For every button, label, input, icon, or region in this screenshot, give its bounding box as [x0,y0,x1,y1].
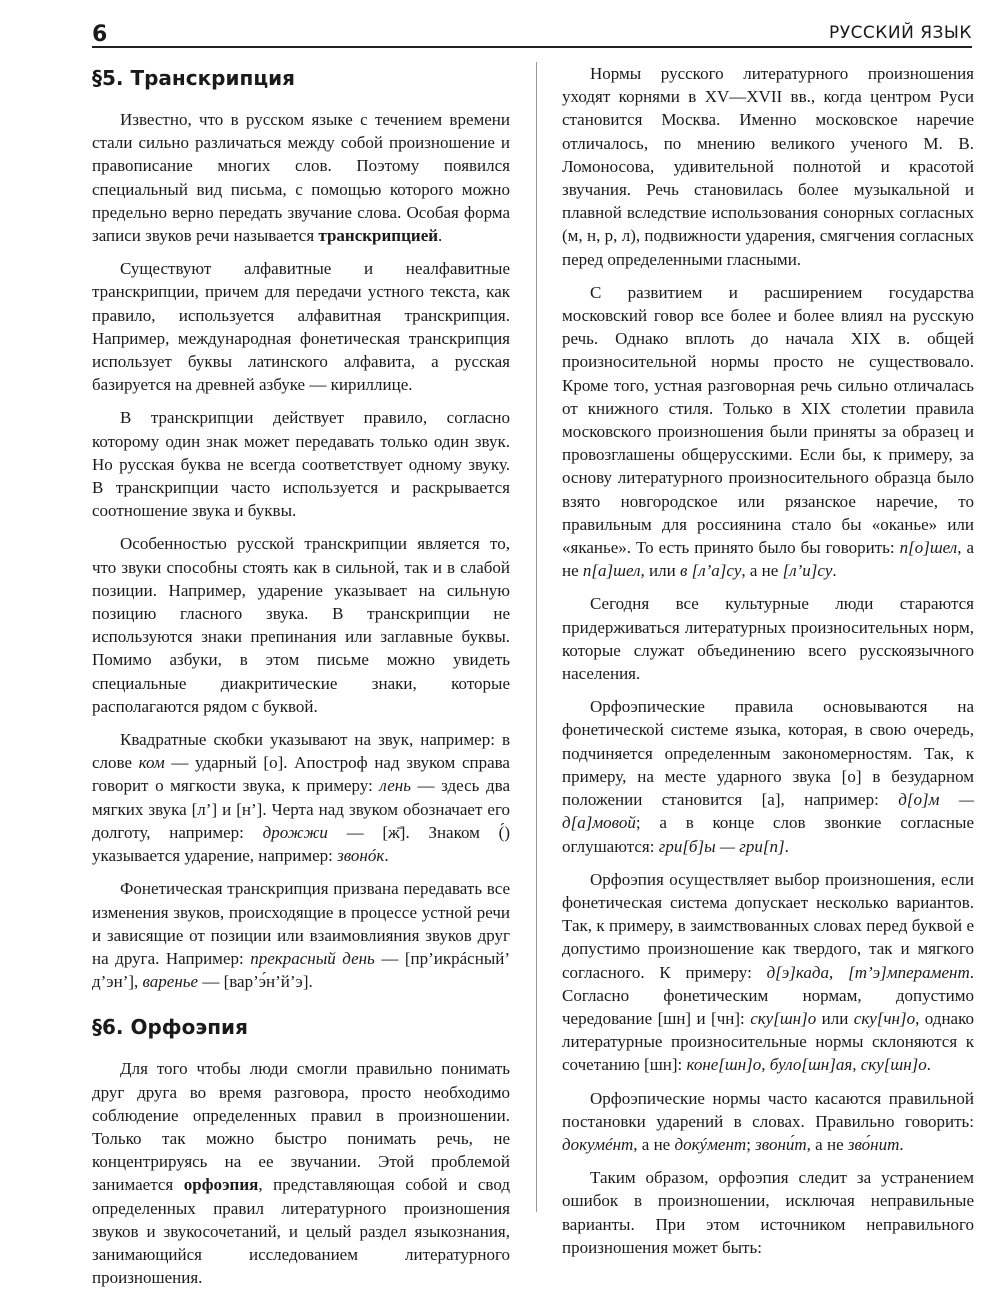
example-word: [л’и]су [782,561,833,581]
column-divider [536,62,537,1212]
paragraph: Фонетическая транскрипция призвана передавать все изменения звуков, происходящие в процессе устной речи и зависящие от позиции или взаимовлияния звуков друг на друга. Например: прекрасный день — [пр’икрáсный’ д’эн’], варенье — [вар’э́н’й’э]. [92,879,511,992]
example-word: ком [138,753,165,773]
section-5-title: §5. Транскрипция [92,66,296,90]
example-word: ску[шн]о [750,1008,817,1028]
example-word: [т’э]мперамент [848,962,970,982]
running-title: РУССКИЙ ЯЗЫК [828,23,972,43]
paragraph: Таким образом, орфоэпия следит за устранением ошибок в произношении, исключая неправильные варианты. При этом источником неправильного произношения может быть: [562,1168,974,1257]
paragraph: Орфоэпические правила основываются на фонетической системе языка, которая, в свою очередь, подчиняется определенным закономерностям. Так, к примеру, на месте ударного звука [о] в безударном положении становится [а], например: д[о]м — д[а]мовой; а в конце слов звонкие согласные оглушаются: гри[б]ы — гри[п]. [562,697,974,856]
example-word: п[о]шел [899,538,958,558]
paragraph: В транскрипции действует правило, согласно которому один знак может передавать только один звук. Но русская буква не всегда соответствует одному звуку. В транскрипции часто используется и раскрывается соотношение звука и буквы. [92,408,510,521]
term-transcription: транскрипцией [318,226,439,246]
right-column [562,62,974,1269]
paragraph: Нормы русского литературного произношения уходят корнями в XV—XVII вв., когда центром Руси становится Москва. Именно московское наречие отличалось, по мнению великого ученого М. В. Ломоносова, удивительной полнотой и красотой звучания. Речь становилась более музыкальной и плавной вследствие использования сонорных согласных (м, н, р, л), подвижности ударения, смягчения согласных перед определенными гласными. [562,64,974,269]
paragraph: Для того чтобы люди смогли правильно понимать друг друга во время разговора, просто необходимо соблюдение определенных правил в произношении. Только так можно быстро понимать речь, не концентрируясь на ее звучании. Этой проблемой занимается орфоэпия, представляющая собой и свод определенных правил литературного произношения звуков и звукосочетаний, и целый раздел языкознания, занимающийся исследованием литературного произношения. [92,1059,510,1288]
example-word: лень [379,776,411,796]
example-word: докумéнт [562,1134,634,1154]
paragraph: Орфоэпические нормы часто касаются правильной постановки ударений в словах. Правильно говорить: докумéнт, а не докýмент; звони́т, а не зво́нит. [562,1088,974,1154]
paragraph: Особенностью русской транскрипции является то, что звуки способны стоять как в сильной, так и в слабой позиции. Например, ударение указывает на сильную позицию гласного звука. В транскрипции не используются знаки препинания или заглавные буквы. Помимо азбуки, в этом письме можно увидеть специальные диакритические знаки, которые располагаются рядом с буквой. [92,534,510,716]
section-6-title: §6. Орфоэпия [92,1015,248,1040]
paragraph: Орфоэпия осуществляет выбор произношения, если фонетическая система допускает несколько вариантов. Так, к примеру, в заимствованных словах перед буквой е допустимо произношение как твердого, так и мягкого согласного. К примеру: д[э]када, [т’э]мперамент. Согласно фонетическим нормам, допустимо чередование [шн] и [чн]: ску[шн]о или ску[чн]о, однако литературные произносительные нормы склоняются к сочетанию [шн]: коне[шн]о, було[шн]ая, ску[шн]о. [562,869,974,1075]
paragraph: Квадратные скобки указывают на звук, например: в слове ком — ударный [о]. Апостроф над звуком справа говорит о мягкости звука, к примеру: лень — здесь два мягких звука [л’] и [н’]. Черта над звуком обозначает его долготу, например: дрожжи — [ж̄]. Знаком (́) указывается ударение, например: звонóк. [92,730,511,866]
term-orthoepy: орфоэпия [183,1175,259,1195]
example-word: п[а]шел [582,561,641,581]
example-word: коне[шн]о, було[шн]ая, ску[шн]о [686,1055,927,1075]
paragraph: С развитием и расширением государства московский говор все более и более влиял на русскую речь. Однако вплоть до начала XIX в. общей произносительной нормы просто не существовало. Кроме того, устная разговорная речь сильно отличалась от книжного стиля. Только в XIX столетии правила московского произношения были приняты за образец и провозглашены общерусскими. Если бы, к примеру, за основу литературного произносительного образца было взято новгородское или рязанское наречие, то правильным для россиянина стало бы «оканье» или «яканье». То есть принято было бы говорить: п[о]шел, а не п[а]шел, или в [л’а]су, а не [л’и]су. [562,282,974,581]
page-number: 6 [92,22,108,47]
example-word: гри[б]ы — гри[п] [658,836,785,856]
example-word: дрожжи [262,822,328,842]
paragraph: Существуют алфавитные и неалфавитные транскрипции, причем для передачи устного текста, как правило, используется алфавитная транскрипция. Например, международная фонетическая транскрипция использует буквы латинского алфавита, а русская базируется на древней азбуке — кириллице. [92,259,510,395]
example-word: зво́нит [847,1134,900,1154]
example-word: в [л’а]су [679,561,742,581]
page-header [92,20,972,48]
example-word: звони́т [755,1134,807,1154]
paragraph: Сегодня все культурные люди стараются придерживаться литературных произносительных норм, которые служат объединению всего русскоязычного населения. [562,594,974,684]
paragraph: Известно, что в русском языке с течением времени стали сильно различаться между собой произношение и правописание многих слов. Поэтому появился специальный вид письма, с помощью которого можно предельно верно передать звучание слова. Особая форма записи звуков речи называется транскрипцией. [92,110,510,246]
example-word: д[о]м — д[а]мовой [562,790,974,833]
example-word: прекрасный день [250,948,375,968]
example-word: ску[чн]о [853,1008,916,1028]
example-word: д[э]када [766,962,830,982]
left-column [92,62,510,1299]
example-word: докýмент [674,1134,747,1154]
example-word: варенье [142,972,199,992]
example-word: звонóк [337,846,385,866]
